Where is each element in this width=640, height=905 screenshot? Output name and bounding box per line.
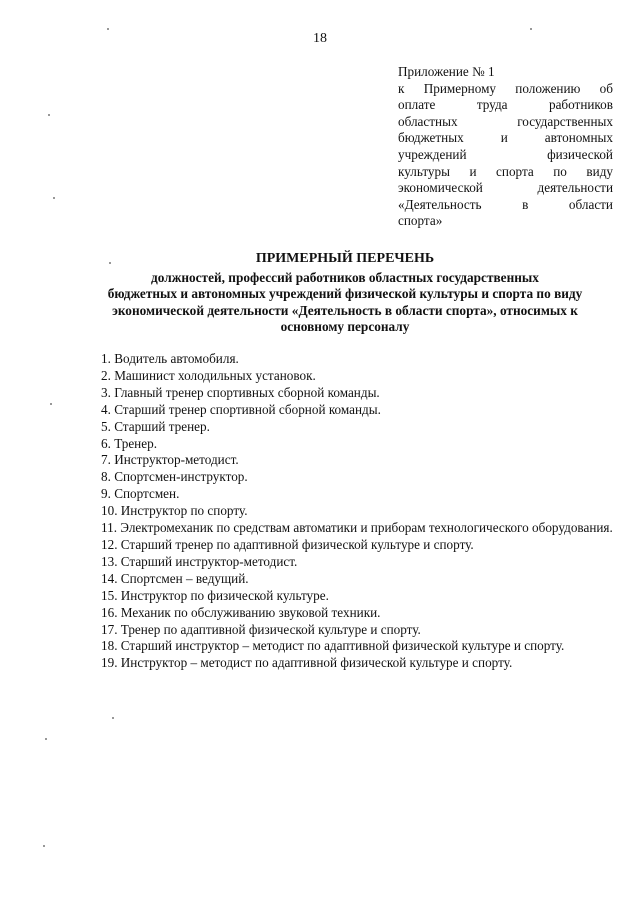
heading-title: ПРИМЕРНЫЙ ПЕРЕЧЕНЬ [255, 251, 435, 266]
list-item: 13. Старший инструктор-методист. [101, 553, 298, 569]
list-item: 19. Инструктор – методист по адаптивной физической культуре и спорту. [101, 655, 513, 671]
appendix-line: бюджетных и автономных [398, 130, 613, 146]
heading-subtitle-line: должностей, профессий работников областных государственных [151, 269, 539, 285]
scan-speck [107, 28, 109, 30]
appendix-line: спорта» [398, 213, 443, 229]
list-item: 3. Главный тренер спортивных сборной команды. [101, 384, 380, 400]
scan-speck [45, 738, 47, 740]
list-item: 7. Инструктор-методист. [101, 452, 239, 468]
scan-speck [109, 262, 111, 264]
list-item: 9. Спортсмен. [101, 486, 180, 502]
heading-subtitle-line: основному персоналу [280, 319, 410, 335]
list-item: 10. Инструктор по спорту. [101, 503, 248, 519]
scan-speck [48, 114, 50, 116]
list-item: 12. Старший тренер по адаптивной физической культуре и спорту. [101, 536, 474, 552]
appendix-line: экономической деятельности [398, 180, 613, 196]
appendix-line: «Деятельность в области [398, 196, 613, 212]
list-item: 8. Спортсмен-инструктор. [101, 469, 248, 485]
list-item: 5. Старший тренер. [101, 418, 210, 434]
list-item: 4. Старший тренер спортивной сборной команды. [101, 401, 381, 417]
appendix-line: оплате труда работников [398, 97, 613, 113]
document-heading [62, 251, 640, 336]
heading-subtitle-line: бюджетных и автономных учреждений физической культуры и спорта по виду [107, 286, 583, 302]
list-item: 1. Водитель автомобиля. [101, 351, 239, 366]
scan-speck [530, 28, 532, 30]
scan-speck [112, 717, 114, 719]
list-item: 16. Механик по обслуживанию звуковой техники. [101, 604, 381, 620]
appendix-line: учреждений физической [398, 146, 613, 162]
list-item: 14. Спортсмен – ведущий. [101, 570, 249, 586]
appendix-title: Приложение № 1 [398, 64, 495, 79]
appendix-line: областных государственных [398, 113, 613, 129]
list-item: 15. Инструктор по физической культуре. [101, 587, 329, 603]
appendix-note [398, 64, 613, 230]
position-list [65, 351, 615, 672]
page-number: 18 [313, 31, 327, 46]
list-item: 18. Старший инструктор – методист по адаптивной физической культуре и спорту. [101, 638, 565, 654]
scan-speck [43, 845, 45, 847]
list-item: 6. Тренер. [101, 435, 157, 451]
appendix-line: к Примерному положению об [398, 80, 613, 96]
list-item: 2. Машинист холодильных установок. [101, 367, 316, 383]
list-item: 11. Электромеханик по средствам автоматики и приборам технологического оборудования. [101, 520, 613, 536]
heading-subtitle-line: экономической деятельности «Деятельность в области спорта», относимых к [112, 302, 578, 318]
appendix-line: культуры и спорта по виду [398, 163, 613, 179]
scan-speck [50, 403, 52, 405]
scan-speck [53, 197, 55, 199]
list-item: 17. Тренер по адаптивной физической культуре и спорту. [101, 621, 421, 637]
